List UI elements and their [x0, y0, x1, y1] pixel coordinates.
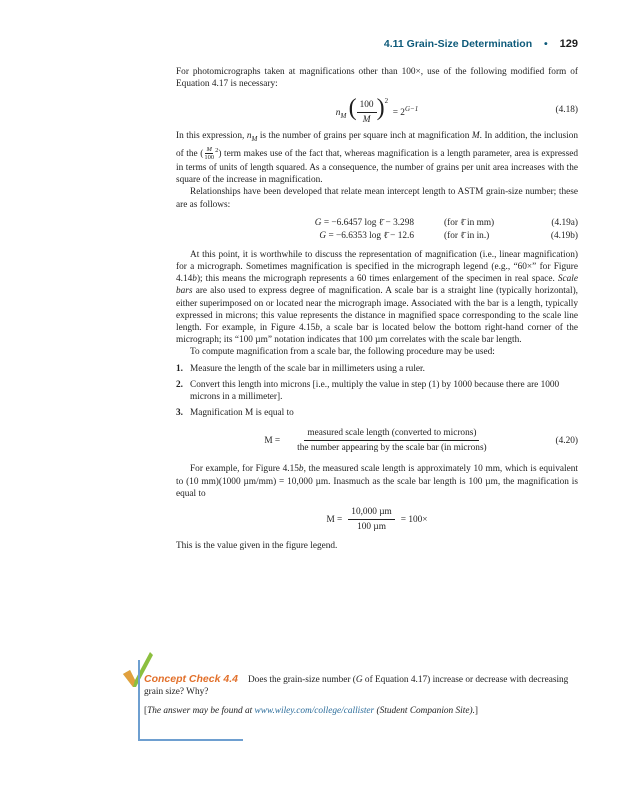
list-item: 2. Convert this length into microns [i.e., multiply the value in step (1) by 1000 because there are 1000 microns in a millimeter]. — [176, 379, 560, 402]
eq418-lhs-var: n — [335, 107, 341, 118]
running-header — [176, 38, 578, 50]
paragraph-relationships: Relationships have been developed that relate mean intercept length to ASTM grain-size number; these are as follows: — [176, 187, 578, 210]
list-item: 3. Magnification M is equal to — [176, 408, 294, 419]
eq418-rhs-exp: G−1 — [404, 104, 419, 113]
paragraph-legend-note: This is the value given in the figure legend. — [176, 540, 338, 551]
concept-check-question: Does the grain-size number (G of Equation 4.17) increase or decrease with decreasing grain size? Why? — [144, 675, 569, 697]
page-number: 129 — [559, 38, 578, 50]
list-item: 1. Measure the length of the scale bar in millimeters using a ruler. — [176, 363, 425, 374]
concept-check — [136, 673, 578, 717]
main-text — [176, 66, 578, 552]
equation-4-19b: G = −6.6353 log ℓ̄ − 12.6 (for ℓ̄ in in.) (4.19b) — [319, 230, 578, 241]
eq418-equals: = 2 — [392, 107, 405, 118]
header-separator: • — [544, 38, 548, 50]
concept-check-rule-horizontal — [138, 739, 243, 741]
equation-4-20: M = $\frac{\text{measured scale length (converted to microns)}}{\text{the number appearing by the scale bar (in microns)}}$ (4.20) — [264, 428, 578, 454]
section-title: 4.11 Grain-Size Determination — [383, 38, 533, 50]
companion-site-link[interactable]: www.wiley.com/college/callister — [254, 706, 375, 716]
paragraph-procedure: To compute magnification from a scale bar, the following procedure may be used: — [190, 347, 495, 358]
eq418-frac-den: M — [362, 114, 371, 125]
procedure-steps — [176, 363, 578, 420]
paragraph-intro: For photomicrographs taken at magnifications other than 100×, use of the following modified form of Equation 4.17 is necessary: — [176, 67, 578, 90]
concept-check-answer: [The answer may be found at www.wiley.com/college/callister (Student Companion Site).] — [144, 706, 479, 716]
equation-example: M = $\frac{\text{10,000 µm}}{\text{100 µm}}$ = 100× — [326, 506, 428, 532]
eq418-exp: 2 — [384, 96, 389, 105]
concept-check-title: Concept Check 4.4 — [144, 673, 238, 685]
paragraph-expression: In this expression, $n_M$ is the number of grains per square inch at magnification M. In addition, the inclusion of the ( $\frac{M}{100}$ $^2$) term makes use of the fact that, whereas magnification is a length parameter, area is expressed in terms of units of length squared. As a consequence, the number of grains per unit area increases with the square of the increase in magnification. — [176, 131, 578, 186]
equation-4-18: $n_M$ ( $\frac{100}{M}$ )$^2 = 2^{G-1}$ (4.18) — [335, 94, 578, 125]
equation-4-19a: G = −6.6457 log ℓ̄ − 3.298 (for ℓ̄ in mm) (4.19a) — [314, 217, 578, 228]
eq418-frac-num: 100 — [357, 100, 377, 113]
paragraph-magnification: At this point, it is worthwhile to discuss the representation of magnification (i.e., linear magnification) for a micrograph. Sometimes magnification is specified in the micrograph legend (e.g., “60×” for Figure 4.14b); this means the micrograph represents a 60 times enlargement of the specimen in real space. Scale bars are also used to express degree of magnification. A scale bar is a straight line (typically horizontal), either superimposed on or located near the micrograph image. Associated with the bar is a length, typically expressed in microns; this value represents the distance in magnified space corresponding to the scale line length. For example, in Figure 4.15b, a scale bar is located below the bottom right-hand corner of the micrograph; its “100 µm” notation indicates that 100 µm correlates with the scale bar length. — [176, 249, 579, 346]
paragraph-example: For example, for Figure 4.15b, the measured scale length is approximately 10 mm, which is equivalent to (10 mm)(1000 µm/mm) = 10,000 µm. Inasmuch as the scale bar length is 100 µm, the magnification is equal to — [176, 464, 578, 499]
eq418-number: (4.18) — [555, 105, 578, 116]
eq418-lhs-sub: M — [340, 111, 347, 120]
equations-4-19 — [176, 217, 578, 243]
